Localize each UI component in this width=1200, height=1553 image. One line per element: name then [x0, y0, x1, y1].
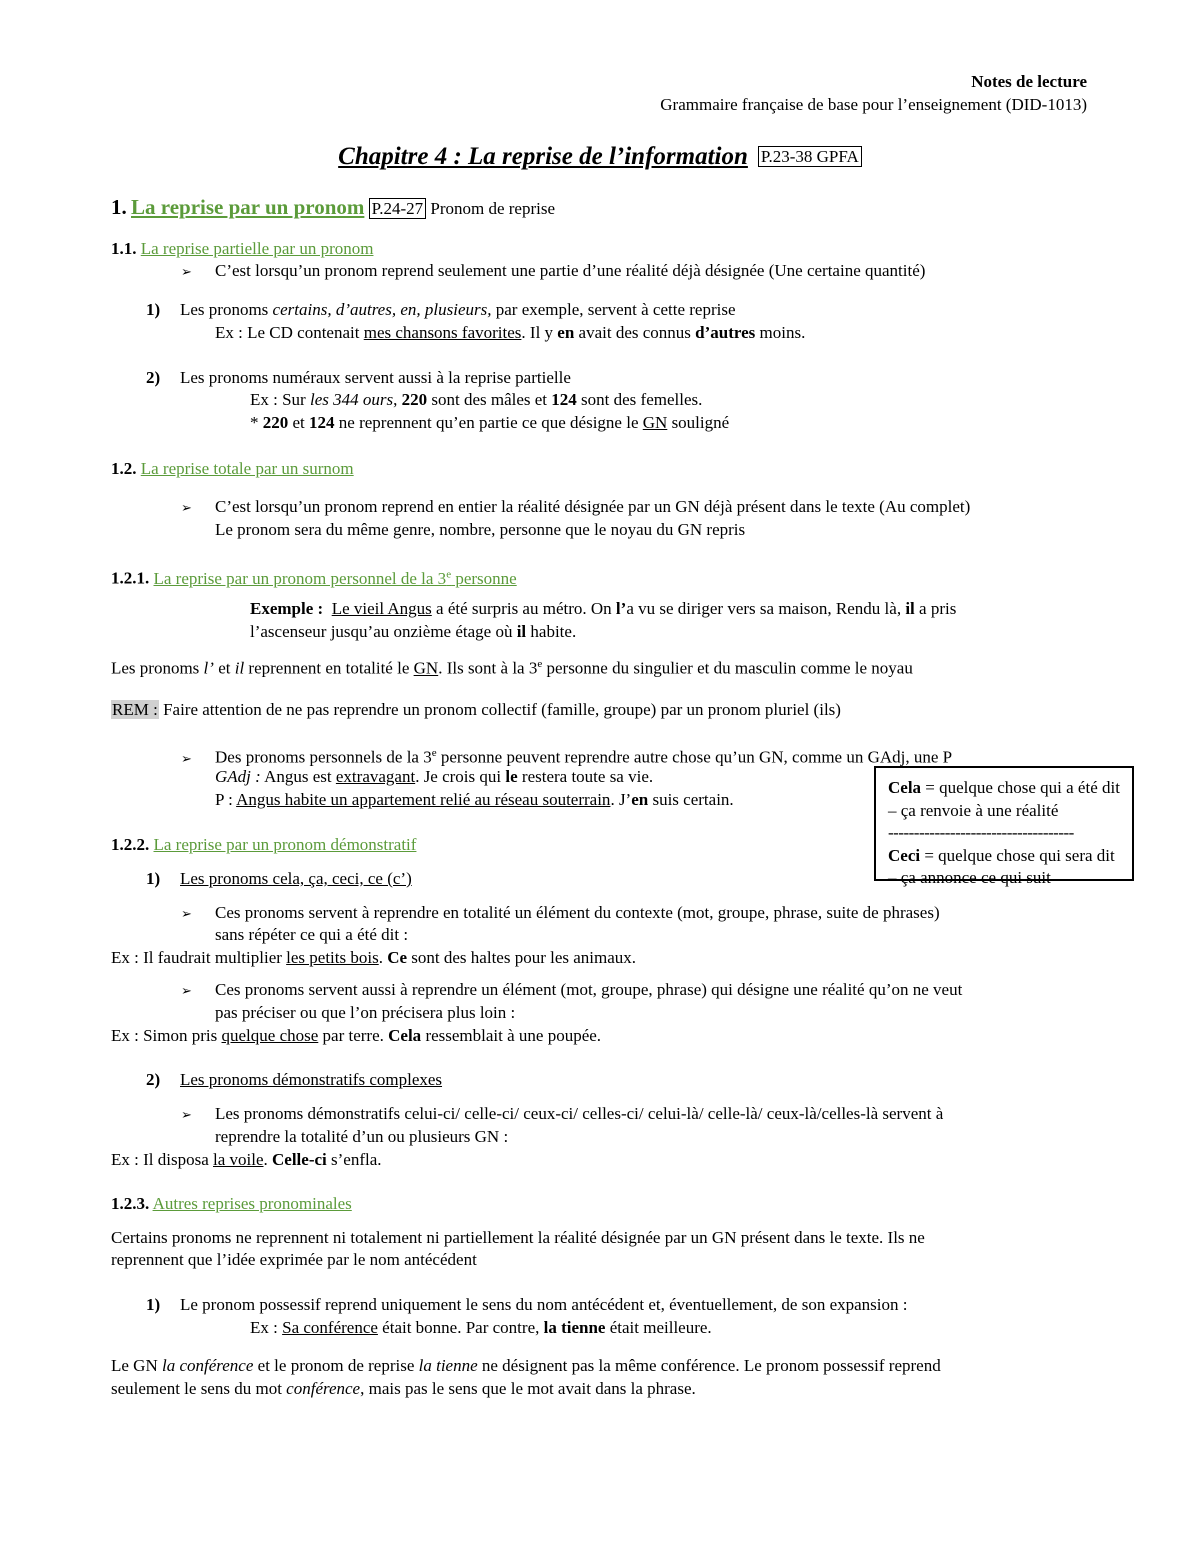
- section-1-2-2-bullet-3: [181, 1102, 943, 1127]
- example-underlined: mes chansons favorites: [363, 323, 522, 342]
- section-1-2-2-bullet-2: [181, 978, 962, 1003]
- rem-text: Faire attention de ne pas reprendre un pronom collectif (famille, groupe) par un pronom pluriel (ils): [158, 700, 841, 719]
- example-bold: il: [905, 599, 915, 618]
- section-1-page-ref: P.24-27: [369, 198, 426, 219]
- header-course: Grammaire française de base pour l’enseignement (DID-1013): [660, 95, 1087, 114]
- example-text: Ex : Il faudrait multiplier: [111, 948, 287, 967]
- section-1-1-item-1: [146, 298, 736, 321]
- section-1-2-3-conclusion-line2: [111, 1377, 696, 1400]
- item-number: 1): [146, 869, 161, 888]
- section-1-2-1-heading: [111, 563, 517, 590]
- para-italic: l’: [203, 658, 214, 678]
- example-bold: il: [516, 622, 527, 641]
- example-italic: les 344 ours: [309, 390, 394, 409]
- example-text: était bonne. Par contre,: [377, 1318, 544, 1337]
- para-text: , mais pas le sens que le mot avait dans la phrase.: [360, 1379, 696, 1398]
- note-text: *: [250, 413, 263, 432]
- section-1-2-bullet: [181, 495, 970, 520]
- bullet-text: Les pronoms démonstratifs celui-ci/ celle-ci/ ceux-ci/ celles-ci/ celui-là/ celle-là/ ceux-là/celles-là servent à: [215, 1104, 944, 1123]
- section-1-2-number: 1.2.: [111, 459, 137, 478]
- example-text: Ex :: [250, 1318, 283, 1337]
- note-bold: 124: [309, 413, 335, 432]
- example-bold: Ce: [387, 948, 408, 967]
- section-1-2-1-example: [250, 597, 956, 620]
- section-1-2-2-example-3: [111, 1148, 382, 1171]
- example-text: Ex : Sur: [250, 390, 310, 409]
- para-text: ne désignent pas la même conférence. Le pronom possessif reprend: [477, 1356, 941, 1375]
- example-text: Ex : Le CD contenait: [215, 323, 364, 342]
- example-bold: Celle-ci: [272, 1150, 327, 1169]
- note-text: ne reprennent qu’en partie ce que désigne le: [334, 413, 643, 432]
- item-title: Les pronoms démonstratifs complexes: [180, 1070, 443, 1089]
- section-1-2-2-number: 1.2.2.: [111, 835, 150, 854]
- para-text: reprennent en totalité le: [244, 658, 414, 678]
- ceci-term: Ceci: [888, 845, 921, 865]
- para-text: seulement le sens du mot: [111, 1379, 287, 1398]
- example-text: .: [263, 1150, 273, 1169]
- example-text: . Il y: [521, 323, 558, 342]
- section-1-1-item-2-note: [250, 411, 729, 434]
- example-text: était meilleure.: [605, 1318, 712, 1337]
- example-text: l’ascenseur jusqu’au onzième étage où: [250, 622, 517, 641]
- note-text: et: [288, 413, 310, 432]
- section-1-2-2-title: La reprise par un pronom démonstratif: [153, 835, 417, 854]
- chapter-title-text: Chapitre 4 : La reprise de l’information: [338, 143, 748, 170]
- example-text: Angus est: [260, 767, 336, 786]
- cela-ceci-box: [874, 766, 1134, 887]
- section-1-1-item-1-example: [215, 321, 805, 344]
- bullet-text: C’est lorsqu’un pronom reprend en entier la réalité désignée par un GN déjà présent dans le texte (Au complet): [215, 497, 971, 516]
- example-bold: Cela: [388, 1026, 422, 1045]
- section-1-2-2-example-2: [111, 1024, 601, 1047]
- arrow-bullet-icon: ➢: [181, 984, 192, 999]
- title-text: personne: [451, 568, 517, 588]
- example-italic: GAdj :: [215, 767, 261, 786]
- example-text: ressemblait à une poupée.: [421, 1026, 602, 1045]
- example-label: Exemple :: [250, 599, 324, 618]
- section-1-2-3-heading: [111, 1192, 352, 1215]
- section-1-2-2-example-1: [111, 946, 636, 969]
- example-text: . Je crois qui: [415, 767, 506, 786]
- example-text: sont des haltes pour les animaux.: [407, 948, 637, 967]
- arrow-bullet-icon: ➢: [181, 907, 192, 922]
- section-1-2-2-item-1: [146, 867, 412, 890]
- note-text: souligné: [667, 413, 730, 432]
- example-text: restera toute sa vie.: [517, 767, 654, 786]
- example-underlined: Sa conférence: [282, 1318, 378, 1337]
- example-text: .: [378, 948, 388, 967]
- section-1-2-3-number: 1.2.3.: [111, 1194, 150, 1213]
- gadj-example: [215, 765, 653, 788]
- example-text: sont des femelles.: [576, 390, 703, 409]
- example-text: a pris: [914, 599, 957, 618]
- item-number: 1): [146, 1295, 161, 1314]
- para-italic: la conférence: [161, 1356, 254, 1375]
- example-text: P :: [215, 790, 237, 809]
- para-text: Les pronoms: [111, 658, 204, 678]
- cela-term: Cela: [888, 778, 922, 797]
- example-text: Ex : Simon pris: [111, 1026, 222, 1045]
- item-number: 1): [146, 300, 161, 319]
- section-1-2-2-bullet-3-line2: reprendre la totalité d’un ou plusieurs GN :: [215, 1127, 509, 1146]
- example-text: moins.: [755, 323, 806, 342]
- bullet-sup: e: [431, 747, 437, 759]
- example-bold: 220: [401, 390, 428, 409]
- p-example: [215, 788, 734, 811]
- example-text: par terre.: [318, 1026, 389, 1045]
- example-bold: en: [631, 790, 649, 809]
- title-sup: e: [446, 568, 452, 580]
- example-bold: l’: [615, 599, 627, 618]
- section-1-heading: [111, 194, 555, 220]
- bullet-text: Des pronoms personnels de la 3: [215, 747, 432, 767]
- item-number: 2): [146, 1070, 161, 1089]
- item-text: Le pronom possessif reprend uniquement le sens du nom antécédent et, éventuellement, de son expansion :: [180, 1295, 908, 1314]
- para-text: et le pronom de reprise: [253, 1356, 419, 1375]
- section-1-2-2-heading: [111, 833, 416, 856]
- section-1-2-3-para-line1: Certains pronoms ne reprennent ni totalement ni partiellement la réalité désignée par un GN présent dans le texte. Ils ne: [111, 1228, 925, 1247]
- example-text: suis certain.: [648, 790, 734, 809]
- section-1-number: 1.: [111, 195, 127, 219]
- section-1-2-1-number: 1.2.1.: [111, 568, 150, 588]
- para-sup: e: [537, 658, 543, 670]
- example-text: habite.: [526, 622, 577, 641]
- section-1-2-1-title: [154, 569, 517, 588]
- example-text: a vu se diriger vers sa maison, Rendu là,: [626, 599, 906, 618]
- example-text: Ex : Il disposa: [111, 1150, 213, 1169]
- section-1-2-3-example: [250, 1316, 712, 1339]
- section-1-2-bullet-line2: Le pronom sera du même genre, nombre, personne que le noyau du GN repris: [215, 520, 746, 539]
- item-number: 2): [146, 368, 161, 387]
- chapter-page-ref: P.23-38 GPFA: [758, 146, 862, 167]
- para-text: personne du singulier et du masculin comme le noyau: [542, 658, 913, 678]
- section-1-2-heading: [111, 457, 354, 480]
- example-underlined: la voile: [213, 1150, 264, 1169]
- example-underlined: Le vieil Angus: [331, 599, 432, 618]
- item-italic: certains, d’autres, en, plusieurs,: [272, 300, 492, 319]
- example-underlined: les petits bois: [286, 948, 379, 967]
- section-1-2-3-conclusion-line1: [111, 1354, 941, 1377]
- example-bold: d’autres: [695, 323, 756, 342]
- section-1-2-2-item-2: [146, 1068, 442, 1091]
- para-italic: conférence: [286, 1379, 361, 1398]
- section-1-2-1-explanation: [111, 653, 913, 680]
- section-1-2-title: La reprise totale par un surnom: [140, 459, 354, 478]
- arrow-bullet-icon: ➢: [181, 501, 192, 516]
- para-underlined: GN: [413, 658, 439, 678]
- example-text: avait des connus: [574, 323, 696, 342]
- title-text: La reprise par un pronom personnel de la 3: [153, 568, 447, 588]
- bullet-text: Ces pronoms servent aussi à reprendre un élément (mot, groupe, phrase) qui désigne une réalité qu’on ne veut: [215, 980, 963, 999]
- item-title: Les pronoms cela, ça, ceci, ce (c’): [180, 869, 412, 888]
- example-bold: le: [505, 767, 518, 786]
- arrow-bullet-icon: ➢: [181, 751, 192, 767]
- item-text: Les pronoms: [180, 300, 273, 319]
- note-underlined: GN: [642, 413, 668, 432]
- item-text: Les pronoms numéraux servent aussi à la reprise partielle: [180, 368, 571, 387]
- section-1-2-2-bullet-1-line2: sans répéter ce qui a été dit :: [215, 925, 409, 944]
- bullet-text: personne peuvent reprendre autre chose qu’un GN, comme un GAdj, une P: [436, 747, 953, 767]
- cela-definition: [888, 777, 1126, 822]
- section-1-2-1-example-line2: [250, 620, 576, 643]
- section-1-1-heading: [111, 237, 373, 260]
- example-text: sont des mâles et: [427, 390, 552, 409]
- section-1-2-3-item-1: [146, 1293, 908, 1316]
- example-underlined: extravagant: [335, 767, 416, 786]
- para-italic: il: [234, 658, 245, 678]
- section-1-1-bullet: [181, 259, 925, 284]
- bullet-text: Ces pronoms servent à reprendre en totalité un élément du contexte (mot, groupe, phrase, suite de phrases): [215, 903, 940, 922]
- box-divider: ------------------------------------: [888, 823, 1074, 842]
- section-1-2-3-title: Autres reprises pronominales: [152, 1194, 352, 1213]
- example-bold: la tienne: [543, 1318, 606, 1337]
- para-text: et: [213, 658, 235, 678]
- example-text: ,: [393, 390, 402, 409]
- arrow-bullet-icon: ➢: [181, 1108, 192, 1123]
- example-bold: en: [557, 323, 575, 342]
- example-bold: 124: [551, 390, 577, 409]
- section-1-1-title: La reprise partielle par un pronom: [140, 239, 374, 258]
- example-underlined: quelque chose: [221, 1026, 319, 1045]
- section-1-title: La reprise par un pronom: [131, 195, 365, 219]
- section-1-1-number: 1.1.: [111, 239, 137, 258]
- bullet-text: C’est lorsqu’un pronom reprend seulement une partie d’une réalité déjà désignée (Une certaine quantité): [215, 261, 926, 280]
- ceci-text: = quelque chose qui sera dit – ça annonce ce qui suit: [888, 845, 1115, 887]
- chapter-title: [0, 142, 1200, 174]
- para-text: . Ils sont à la 3: [438, 658, 538, 678]
- example-text: a été surpris au métro. On: [431, 599, 616, 618]
- section-1-note: Pronom de reprise: [430, 199, 555, 218]
- note-bold: 220: [262, 413, 289, 432]
- section-1-2-3-para-line2: reprennent que l’idée exprimée par le nom antécédent: [111, 1250, 477, 1269]
- item-text: par exemple, servent à cette reprise: [491, 300, 736, 319]
- section-1-1-item-2-example: [250, 388, 702, 411]
- para-text: Le GN: [111, 1356, 162, 1375]
- rem-note: [111, 698, 841, 721]
- header-notes-title: Notes de lecture: [971, 72, 1087, 91]
- example-text: . J’: [610, 790, 632, 809]
- section-1-1-item-2: [146, 366, 571, 389]
- section-1-2-2-bullet-2-line2: pas préciser ou que l’on précisera plus loin :: [215, 1003, 516, 1022]
- example-underlined: Angus habite un appartement relié au réseau souterrain: [236, 790, 611, 809]
- arrow-bullet-icon: ➢: [181, 265, 192, 280]
- cela-text: = quelque chose qui a été dit – ça renvoie à une réalité: [888, 778, 1120, 820]
- ceci-definition: [888, 845, 1126, 890]
- example-text: s’enfla.: [326, 1150, 382, 1169]
- para-italic: la tienne: [418, 1356, 478, 1375]
- rem-label: REM :: [112, 700, 158, 719]
